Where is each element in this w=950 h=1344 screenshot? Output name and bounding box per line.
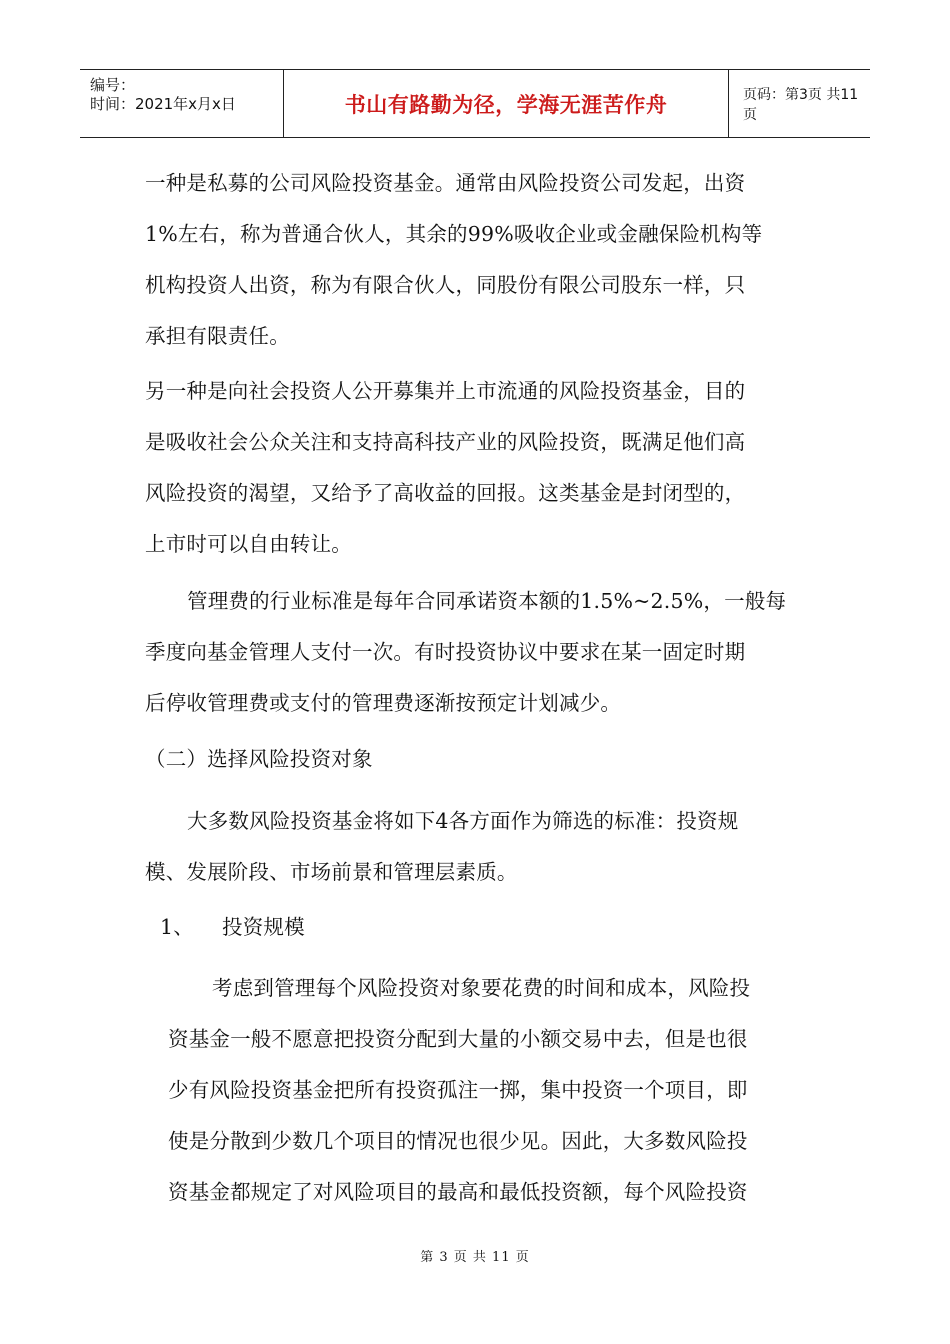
text-line: 机构投资人出资，称为有限合伙人，同股份有限公司股东一样，只 [145, 273, 746, 297]
text-line: 上市时可以自由转让。 [145, 532, 352, 556]
serial-number-label: 编号： [90, 76, 136, 94]
text-line: 后停收管理费或支付的管理费逐渐按预定计划减少。 [145, 691, 622, 715]
text-line: 管理费的行业标准是每年合同承诺资本额的1.5%~2.5%，一般每 [187, 589, 787, 613]
list-item-heading [160, 902, 194, 953]
header-info-cell [80, 70, 284, 137]
text-line: 承担有限责任。 [145, 324, 290, 348]
paragraph-management-fee [145, 576, 786, 729]
section-heading-text: （二）选择风险投资对象 [145, 747, 373, 771]
page-footer [0, 1246, 950, 1265]
text-line: 风险投资的渴望，又给予了高收益的回报。这类基金是封闭型的， [145, 481, 746, 505]
list-item-number: 1、 [160, 915, 194, 939]
time-label: 时间：2021年x月x日 [90, 95, 236, 113]
list-item-title [222, 902, 305, 953]
text-line: 大多数风险投资基金将如下4各方面作为筛选的标准：投资规 [187, 809, 739, 833]
section-heading [145, 734, 373, 785]
text-line: 少有风险投资基金把所有投资孤注一掷，集中投资一个项目，即 [168, 1078, 748, 1102]
text-line: 模、发展阶段、市场前景和管理层素质。 [145, 860, 518, 884]
header-motto-cell [284, 70, 729, 137]
paragraph-public-fund [145, 366, 745, 570]
text-line: 另一种是向社会投资人公开募集并上市流通的风险投资基金，目的 [145, 379, 746, 403]
paragraph-screening-criteria [145, 796, 738, 898]
text-line: 资基金都规定了对风险项目的最高和最低投资额，每个风险投资 [168, 1180, 748, 1204]
paragraph-investment-scale [168, 963, 750, 1218]
text-line: 资基金一般不愿意把投资分配到大量的小额交易中去，但是也很 [168, 1027, 748, 1051]
text-line: 季度向基金管理人支付一次。有时投资协议中要求在某一固定时期 [145, 640, 746, 664]
page-header [80, 69, 870, 138]
text-line: 考虑到管理每个风险投资对象要花费的时间和成本，风险投 [212, 976, 751, 1000]
header-page-cell [729, 70, 870, 137]
header-motto: 书山有路勤为径，学海无涯苦作舟 [344, 92, 668, 117]
footer-page-number: 第 3 页 共 11 页 [420, 1250, 530, 1265]
paragraph-private-fund [145, 158, 762, 362]
header-page-number: 页码：第3页 共11页 [743, 86, 859, 123]
text-line: 使是分散到少数几个项目的情况也很少见。因此，大多数风险投 [168, 1129, 748, 1153]
text-line: 1%左右，称为普通合伙人，其余的99%吸收企业或金融保险机构等 [145, 222, 763, 246]
text-line: 一种是私募的公司风险投资基金。通常由风险投资公司发起，出资 [145, 171, 746, 195]
text-line: 是吸收社会公众关注和支持高科技产业的风险投资，既满足他们高 [145, 430, 746, 454]
list-item-title-text: 投资规模 [222, 915, 305, 939]
